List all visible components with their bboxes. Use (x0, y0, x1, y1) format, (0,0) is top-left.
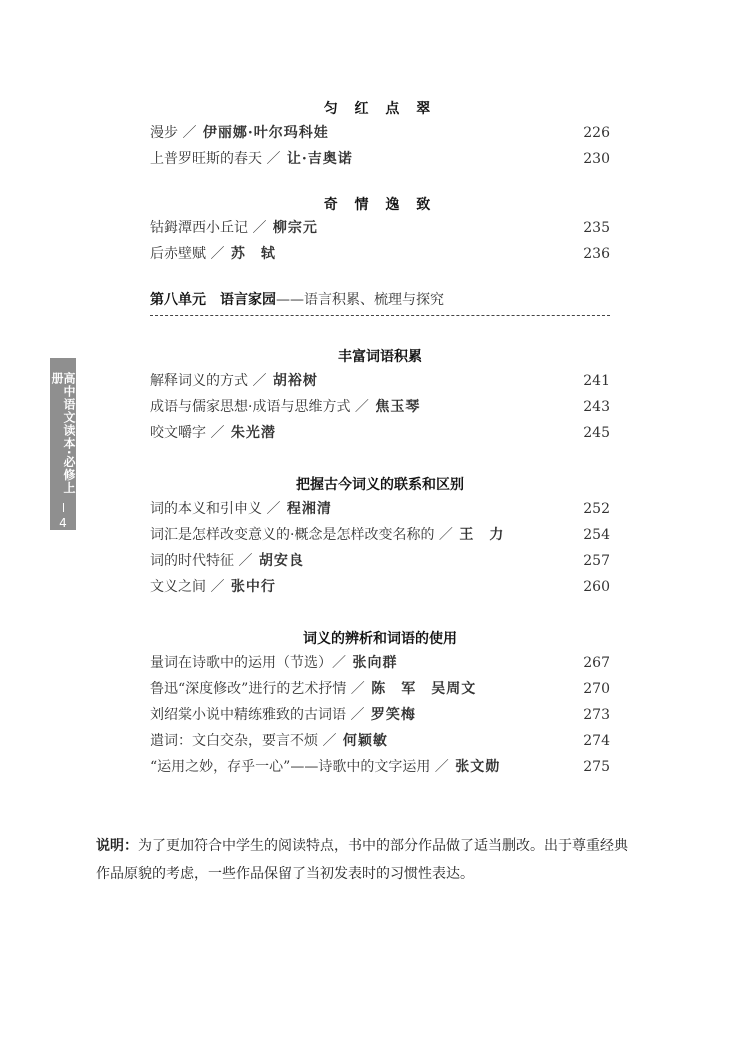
entry-page: 274 (583, 733, 610, 749)
entry-author: 程湘清 (286, 501, 332, 517)
entry-page: 270 (583, 681, 610, 697)
entry-author: 伊丽娜·叶尔玛科娃 (202, 125, 329, 141)
note-line-1 (96, 832, 666, 860)
toc-entry[interactable] (150, 729, 610, 753)
section-heading: 词义的辨析和词语的使用 (303, 631, 457, 647)
side-tab (50, 358, 76, 530)
entry-title: 解释词义的方式 ／ (150, 373, 267, 389)
entry-title: 成语与儒家思想·成语与思维方式 ／ (150, 399, 369, 415)
entry-title: 词的时代特征 ／ (150, 553, 253, 569)
toc-entry[interactable] (150, 395, 610, 419)
entry-title: 遣词：文白交杂，要言不烦 ／ (150, 733, 337, 749)
entry-title: 咬文嚼字 ／ (150, 425, 225, 441)
unit-subtitle: ——语言积累、梳理与探究 (276, 292, 444, 308)
entry-page: 235 (583, 220, 610, 236)
entry-title: 文义之间 ／ (150, 579, 225, 595)
toc-entry[interactable] (150, 242, 610, 266)
entry-author: 胡裕树 (272, 373, 318, 389)
toc-entry[interactable] (150, 369, 610, 393)
entry-author: 苏 轼 (230, 246, 276, 262)
entry-author: 焦玉琴 (375, 399, 421, 415)
entry-page: 243 (583, 399, 610, 415)
toc-entry[interactable] (150, 651, 610, 675)
entry-page: 257 (583, 553, 610, 569)
entry-title: 刘绍棠小说中精练雅致的古词语 ／ (150, 707, 365, 723)
entry-page: 254 (583, 527, 610, 543)
entry-page: 267 (583, 655, 610, 671)
entry-page: 273 (583, 707, 610, 723)
entry-author: 柳宗元 (272, 220, 318, 236)
entry-title: 量词在诗歌中的运用（节选）／ (150, 655, 346, 671)
toc-entry[interactable] (150, 703, 610, 727)
note-text-1: 为了更加符合中学生的阅读特点，书中的部分作品做了适当删改。出于尊重经典 (138, 838, 628, 854)
entry-author: 陈 军 吴周文 (371, 681, 477, 697)
toc-entry[interactable] (150, 121, 610, 145)
toc-entry[interactable] (150, 575, 610, 599)
toc-entry[interactable] (150, 216, 610, 240)
entry-author: 王 力 (459, 527, 505, 543)
entry-page: 230 (583, 151, 610, 167)
entry-title: 词汇是怎样改变意义的·概念是怎样改变名称的 ／ (150, 527, 453, 543)
toc-entry[interactable] (150, 677, 610, 701)
entry-title: 鲁迅“深度修改”进行的艺术抒情 ／ (150, 681, 365, 697)
toc-entry[interactable] (150, 755, 610, 779)
entry-author: 张向群 (352, 655, 398, 671)
toc-entry[interactable] (150, 497, 610, 521)
entry-page: 236 (583, 246, 610, 262)
unit-label: 第八单元 语言家园 (150, 292, 276, 308)
entry-author: 让·吉奥诺 (286, 151, 353, 167)
note-label: 说明： (96, 838, 138, 854)
entry-author: 朱光潜 (230, 425, 276, 441)
entry-title: “运用之妙，存乎一心”——诗歌中的文字运用 ／ (150, 759, 449, 775)
section-heading: 把握古今词义的联系和区别 (296, 477, 464, 493)
section-heading: 丰富词语积累 (338, 349, 422, 365)
toc-entry[interactable] (150, 523, 610, 547)
entry-author: 张中行 (230, 579, 276, 595)
unit-heading (150, 287, 610, 316)
side-tab-title: 高中语文读本·必修上册 (50, 372, 76, 495)
entry-title: 上普罗旺斯的春天 ／ (150, 151, 281, 167)
toc-entry[interactable] (150, 549, 610, 573)
entry-title: 钴鉧潭西小丘记 ／ (150, 220, 267, 236)
section-heading: 匀 红 点 翠 (323, 101, 437, 117)
entry-page: 226 (583, 125, 610, 141)
entry-page: 252 (583, 501, 610, 517)
entry-author: 胡安良 (258, 553, 304, 569)
toc-entry[interactable] (150, 421, 610, 445)
entry-page: 275 (583, 759, 610, 775)
entry-page: 241 (583, 373, 610, 389)
side-tab-page-number: 4 (59, 516, 67, 530)
note-text-2: 作品原貌的考虑，一些作品保留了当初发表时的习惯性表达。 (96, 866, 474, 882)
side-tab-divider (63, 503, 64, 512)
editorial-note (96, 832, 666, 888)
entry-page: 260 (583, 579, 610, 595)
section-heading: 奇 情 逸 致 (323, 197, 437, 213)
entry-title: 词的本义和引申义 ／ (150, 501, 281, 517)
entry-title: 后赤壁赋 ／ (150, 246, 225, 262)
entry-author: 何颖敏 (342, 733, 388, 749)
entry-author: 罗笑梅 (370, 707, 416, 723)
entry-author: 张文勋 (455, 759, 501, 775)
toc-entry[interactable] (150, 147, 610, 171)
entry-title: 漫步 ／ (150, 125, 197, 141)
entry-page: 245 (583, 425, 610, 441)
